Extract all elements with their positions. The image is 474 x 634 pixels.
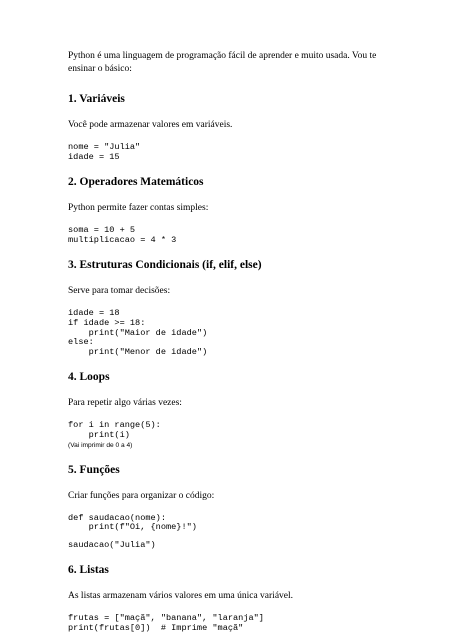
code-block: def saudacao(nome): print(f"Oi, {nome}!") <box>68 512 197 533</box>
section-text: Para repetir algo várias vezes: <box>68 398 182 409</box>
section-conditionals <box>68 258 386 357</box>
section-heading: 4. Loops <box>68 371 110 384</box>
section-heading: 3. Estruturas Condicionais (if, elif, else) <box>68 259 262 272</box>
section-lists <box>68 563 386 633</box>
section-text: Python permite fazer contas simples: <box>68 203 209 214</box>
code-block: nome = "Julia" idade = 15 <box>68 142 141 162</box>
section-text: Você pode armazenar valores em variáveis. <box>68 120 233 130</box>
section-heading: 5. Funções <box>68 463 120 476</box>
section-text: Serve para tomar decisões: <box>68 286 171 297</box>
section-variables <box>68 92 386 162</box>
section-loops <box>68 370 386 449</box>
code-block: frutas = ["maçã", "banana", "laranja"] print(frutas[0]) # Imprime "maçã" <box>68 613 264 633</box>
section-text: As listas armazenam vários valores em uma única variável. <box>68 591 294 602</box>
code-block: soma = 10 + 5 multiplicacao = 4 * 3 <box>68 225 177 245</box>
section-heading: 1. Variáveis <box>68 93 125 105</box>
code-block: for i in range(5): print(i) <box>68 420 161 440</box>
section-heading: 2. Operadores Matemáticos <box>68 176 204 189</box>
section-text: Criar funções para organizar o código: <box>68 490 215 501</box>
section-heading: 6. Listas <box>68 564 109 577</box>
section-functions <box>68 463 386 551</box>
intro-paragraph: Python é uma linguagem de programação fácil de aprender e muito usada. Vou te ensinar o básico: <box>68 51 377 74</box>
code-note: (Vai imprimir de 0 a 4) <box>68 441 133 449</box>
code-block: idade = 18 if idade >= 18: print("Maior de idade") else: print("Menor de idade") <box>68 308 208 357</box>
section-math-operators <box>68 175 386 245</box>
code-block-call: saudacao("Julia") <box>68 539 156 550</box>
